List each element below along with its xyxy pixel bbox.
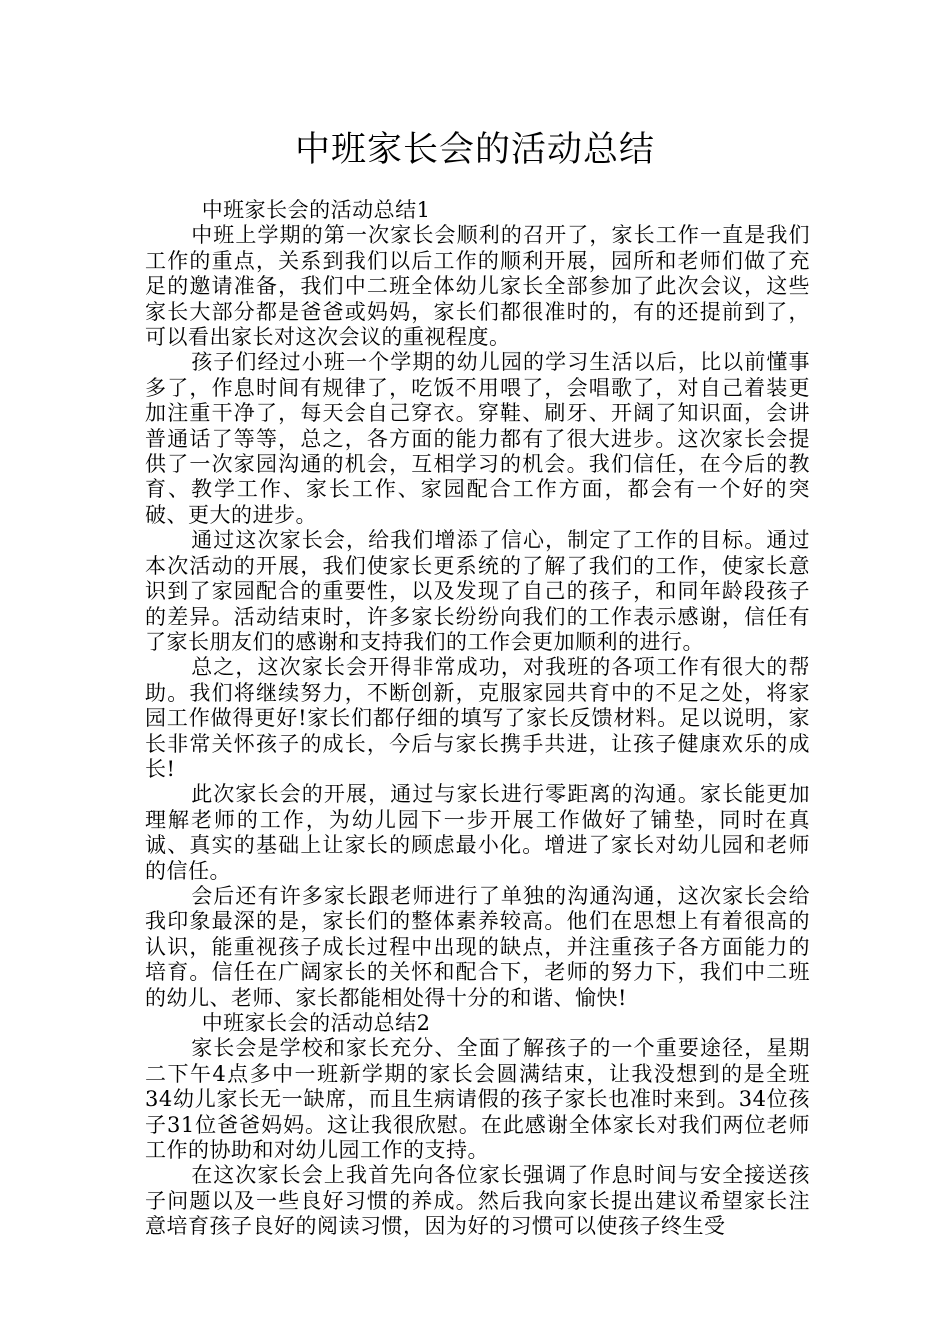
- body-paragraph: 此次家长会的开展，通过与家长进行零距离的沟通。家长能更加理解老师的工作，为幼儿园下一步开展工作做好了铺垫，同时在真诚、真实的基础上让家长的顾虑最小化。增进了家长对幼儿园和老师的信任。: [145, 782, 810, 883]
- document-title: 中班家长会的活动总结: [294, 130, 655, 170]
- section-heading: 中班家长会的活动总结2: [201, 1011, 431, 1035]
- body-paragraph: 中班上学期的第一次家长会顺利的召开了，家长工作一直是我们工作的重点，关系到我们以后工作的顺利开展，园所和老师们做了充足的邀请准备，我们中二班全体幼儿家长全部参加了此次会议，这些家长大部分都是爸爸或妈妈，家长们都很准时的，有的还提前到了，可以看出家长对这次会议的重视程度。: [145, 223, 810, 350]
- body-paragraph: 会后还有许多家长跟老师进行了单独的沟通沟通，这次家长会给我印象最深的是，家长们的整体素养较高。他们在思想上有着很高的认识，能重视孩子成长过程中出现的缺点，并注重孩子各方面能力的培育。信任在广阔家长的关怀和配合下，老师的努力下，我们中二班的幼儿、老师、家长都能相处得十分的和谐、愉快!: [145, 883, 810, 1010]
- body-paragraph: 通过这次家长会，给我们增添了信心，制定了工作的目标。通过本次活动的开展，我们使家长更系统的了解了我们的工作，使家长意识到了家园配合的重要性，以及发现了自己的孩子，和同年龄段孩子的差异。活动结束时，许多家长纷纷向我们的工作表示感谢，信任有了家长朋友们的感谢和支持我们的工作会更加顺利的进行。: [145, 528, 810, 654]
- body-paragraph: 孩子们经过小班一个学期的幼儿园的学习生活以后，比以前懂事多了，作息时间有规律了，吃饭不用喂了，会唱歌了，对自己着装更加注重干净了，每天会自己穿衣。穿鞋、刷牙、开阔了知识面，会讲普通话了等等，总之，各方面的能力都有了很大进步。这次家长会提供了一次家园沟通的机会，互相学习的机会。我们信任，在今后的教育、教学工作、家长工作、家园配合工作方面，都会有一个好的突破、更大的进步。: [145, 350, 810, 527]
- section-heading: 中班家长会的活动总结1: [201, 198, 431, 222]
- body-paragraph: 家长会是学校和家长充分、全面了解孩子的一个重要途径，星期二下午4点多中一班新学期的家长会圆满结束，让我没想到的是全班34幼儿家长无一缺席，而且生病请假的孩子家长也准时来到。34位孩子31位爸爸妈妈。这让我很欣慰。在此感谢全体家长对我们两位老师工作的协助和对幼儿园工作的支持。: [145, 1036, 810, 1163]
- body-paragraph: 总之，这次家长会开得非常成功，对我班的各项工作有很大的帮助。我们将继续努力，不断创新，克服家园共育中的不足之处，将家园工作做得更好!家长们都仔细的填写了家长反馈材料。足以说明，家长非常关怀孩子的成长，今后与家长携手共进，让孩子健康欢乐的成长!: [145, 655, 810, 781]
- body-paragraph: 在这次家长会上我首先向各位家长强调了作息时间与安全接送孩子问题以及一些良好习惯的养成。然后我向家长提出建议希望家长注意培育孩子良好的阅读习惯，因为好的习惯可以使孩子终生受: [145, 1163, 810, 1239]
- document-body: [145, 198, 810, 1240]
